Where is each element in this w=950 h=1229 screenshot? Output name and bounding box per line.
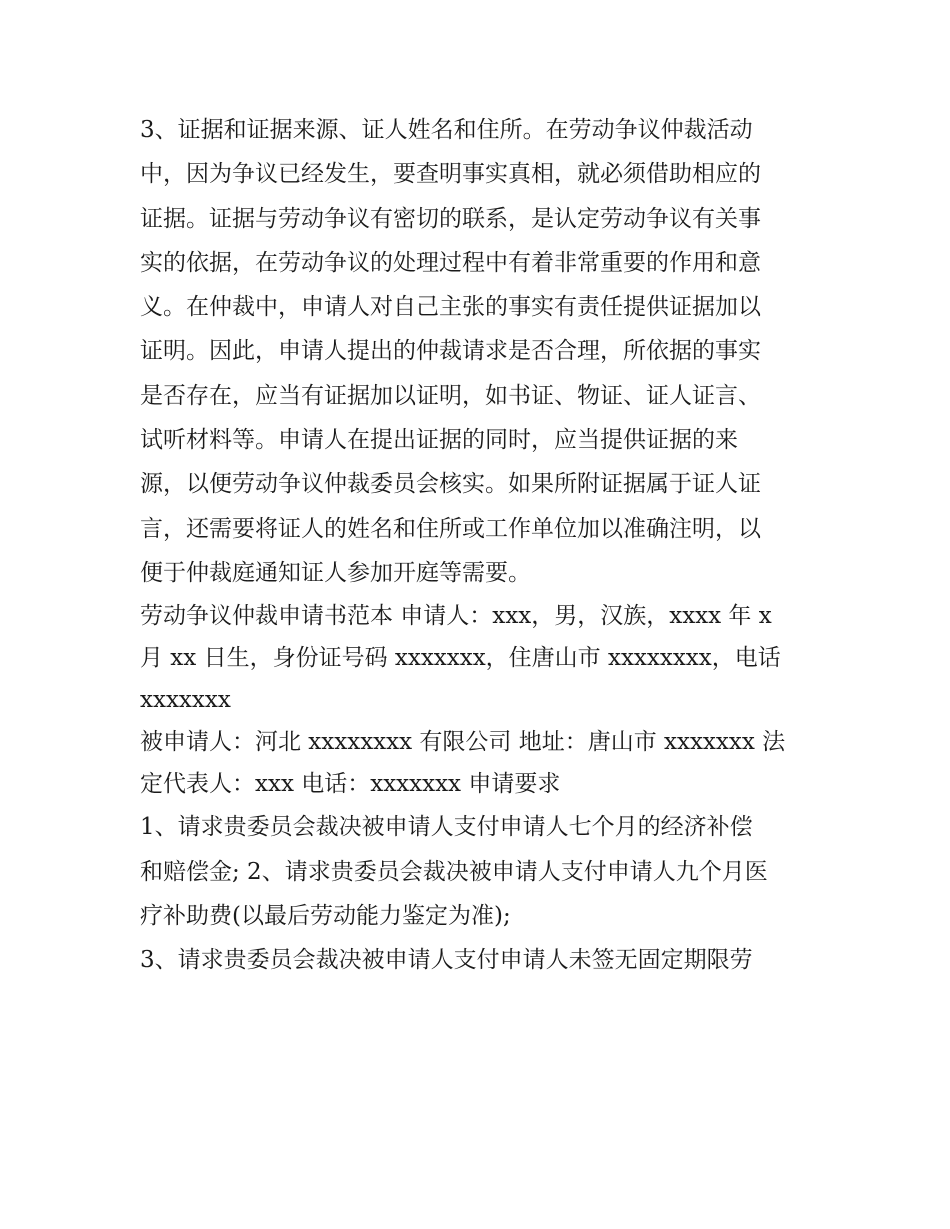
text-line: 中，因为争议已经发生，要查明事实真相，就必须借助相应的 <box>140 161 761 188</box>
paragraph-evidence <box>140 108 820 595</box>
text-line: 言，还需要将证人的姓名和住所或工作单位加以准确注明，以 <box>140 515 761 542</box>
text-line: 疗补助费(以最后劳动能力鉴定为准); <box>140 902 511 929</box>
document-body <box>140 108 820 982</box>
text-line: 义。在仲裁中，申请人对自己主张的事实有责任提供证据加以 <box>140 294 761 321</box>
text-line: 3、证据和证据来源、证人姓名和住所。在劳动争议仲裁活动 <box>140 117 753 143</box>
text-line: 月 xx 日生，身份证号码 xxxxxxx，住唐山市 xxxxxxxx，电话 <box>140 645 781 672</box>
text-line: 证据。证据与劳动争议有密切的联系，是认定劳动争议有关事 <box>140 205 761 232</box>
text-line: 源，以便劳动争议仲裁委员会核实。如果所附证据属于证人证 <box>140 471 761 498</box>
paragraph-requests <box>140 805 820 938</box>
paragraph-respondent <box>140 721 820 805</box>
paragraph-request-3 <box>140 938 820 982</box>
text-line: 便于仲裁庭通知证人参加开庭等需要。 <box>140 559 531 586</box>
text-line: 1、请求贵委员会裁决被申请人支付申请人七个月的经济补偿 <box>140 814 753 841</box>
text-line: 和赔偿金; 2、请求贵委员会裁决被申请人支付申请人九个月医 <box>140 858 768 885</box>
text-line: 被申请人：河北 xxxxxxxx 有限公司 地址：唐山市 xxxxxxx 法 <box>140 729 786 756</box>
text-line: 3、请求贵委员会裁决被申请人支付申请人未签无固定期限劳 <box>140 947 753 974</box>
text-line: 证明。因此，申请人提出的仲裁请求是否合理，所依据的事实 <box>140 338 761 365</box>
text-line: 是否存在，应当有证据加以证明，如书证、物证、证人证言、 <box>140 382 761 409</box>
text-line: 劳动争议仲裁申请书范本 申请人：xxx，男，汉族，xxxx 年 x <box>140 603 772 630</box>
text-line: 定代表人：xxx 电话：xxxxxxx 申请要求 <box>140 771 561 798</box>
text-line: 实的依据，在劳动争议的处理过程中有着非常重要的作用和意 <box>140 249 761 276</box>
text-line: xxxxxxx <box>140 687 231 714</box>
paragraph-applicant <box>140 595 820 721</box>
text-line: 试听材料等。申请人在提出证据的同时，应当提供证据的来 <box>140 427 738 454</box>
